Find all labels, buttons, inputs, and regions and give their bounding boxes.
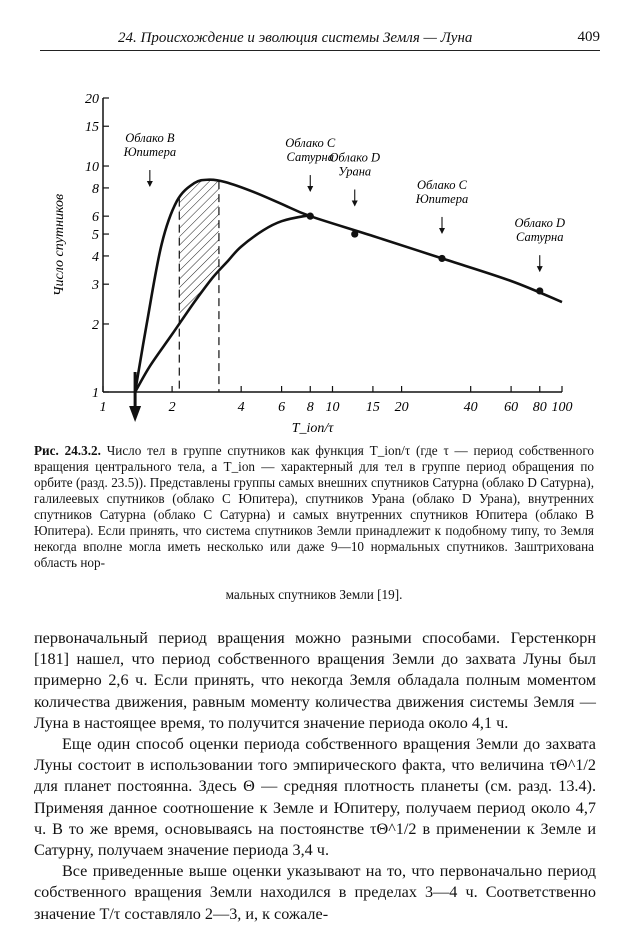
x-tick-label: 20	[394, 400, 409, 415]
y-axis-label: Число спутников	[52, 193, 67, 297]
x-tick-label: 40	[463, 400, 478, 415]
x-tick-label: 1	[99, 400, 107, 415]
paragraph-2: Еще один способ оценки периода собственного вращения Земли до захвата Луны состоит в использовании того эмпирического факта, что величина τΘ^1/2 для планет постоянна. Здесь Θ — средняя плотность планеты (см. разд. 13.4). Применяя данное соотношение к Земле и Юпитеру, получаем период около 4,7 ч. В то же время, основываясь на постоянстве τΘ^1/2 в применении к Земле и Сатурну, получаем значение периода 3,4 ч.	[34, 735, 596, 860]
figure-caption	[34, 443, 594, 571]
x-tick-label: 15	[365, 400, 380, 415]
data-point	[351, 230, 358, 237]
running-title: 24. Происхождение и эволюция системы Земля — Луна	[118, 30, 473, 46]
data-point	[307, 213, 314, 220]
annotation-label: Облако С Сатурна	[285, 136, 336, 165]
y-tick-label: 15	[85, 120, 99, 136]
x-tick-label: 2	[168, 400, 176, 415]
y-tick-label: 20	[85, 92, 99, 107]
running-header	[40, 28, 600, 51]
page-number: 409	[577, 29, 600, 45]
annotation-label: Облако В Юпитера	[123, 131, 177, 160]
annotation-arrow-head	[147, 181, 153, 187]
x-tick-label: 4	[237, 400, 245, 415]
caption-last-line: мальных спутников Земли [19].	[225, 587, 403, 602]
x-tick-label: 10	[325, 400, 340, 415]
y-tick-label: 4	[92, 249, 99, 265]
hatched-region	[179, 180, 219, 324]
x-tick-label: 60	[504, 400, 519, 415]
y-tick-label: 2	[92, 317, 99, 333]
y-tick-label: 6	[92, 210, 99, 226]
origin-arrow-head	[129, 406, 141, 422]
paragraph-3: Все приведенные выше оценки указывают на то, что первоначально период собственного вращения Земли находился в пределах 3—4 ч. Соответственно значение T/τ составляло 2—3, и, к сожале-	[34, 862, 596, 923]
y-tick-label: 5	[92, 228, 99, 244]
paragraph-1: первоначальный период вращения можно разными способами. Герстенкорн [181] нашел, что период собственного вращения Земли до захвата Луны был примерно 2,6 ч. Если принять, что некогда Земля обладала полным моментом количества движения, равным моменту количества движения системы Земля — Луна в настоящее время, то получится значение периода около 4,1 ч.	[34, 629, 596, 732]
x-tick-label: 100	[551, 400, 573, 415]
annotation-label: Облако D Сатурна	[514, 216, 566, 245]
y-tick-label: 8	[92, 181, 99, 197]
annotation-arrow-head	[352, 201, 358, 207]
annotation-arrow-head	[439, 228, 445, 234]
x-axis-label: T_ion/τ	[291, 421, 334, 436]
annotation-label: Облако D Урана	[329, 150, 381, 179]
body-text	[34, 628, 596, 925]
data-point	[536, 287, 543, 294]
x-tick-label: 8	[306, 400, 314, 415]
y-tick-label: 10	[85, 160, 99, 176]
x-tick-label: 80	[532, 400, 547, 415]
satellite-count-chart	[0, 80, 627, 440]
caption-label: Рис. 24.3.2.	[34, 443, 101, 458]
y-tick-label: 3	[92, 278, 99, 294]
data-point	[438, 255, 445, 262]
annotation-arrow-head	[307, 186, 313, 192]
x-tick-label: 6	[278, 400, 286, 415]
annotation-arrow-head	[537, 266, 543, 272]
annotation-label: Облако С Юпитера	[415, 177, 469, 206]
caption-text: Число тел в группе спутников как функция T_ion/τ (где τ — период собственного вращения центрального тела, а T_ion — характерный для тел в группе период обращения по орбите (разд. 23.5)). Представлены группы самых внешних спутников Сатурна (облако D Сатурна), галилеевых спутников (облако С Юпитера), спутников Урана (облако D Урана), внутренних спутников Сатурна (облако С Сатурна) и самых внутренних спутников Юпитера (облако В Юпитера). Если принять, что система спутников Земли принадлежит к подобному типу, то Земля некогда вполне могла иметь несколько или даже 9—10 нормальных спутников. Заштрихована область нор-	[34, 443, 595, 570]
y-tick-label: 1	[92, 386, 99, 401]
